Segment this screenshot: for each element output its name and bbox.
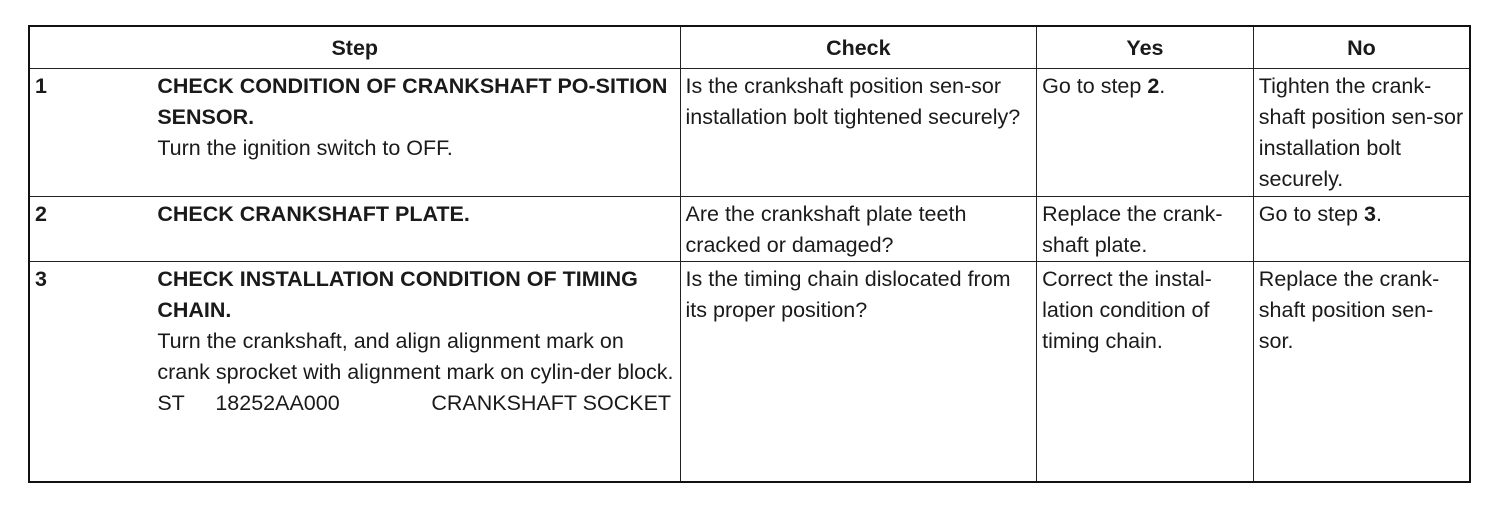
check-cell: Is the timing chain dislocated from its proper position? [680, 262, 1037, 482]
no-cell: Replace the crank-shaft position sen-sor. [1253, 262, 1470, 482]
special-tool-line [157, 388, 674, 419]
header-no: No [1253, 26, 1470, 69]
step-title: CHECK INSTALLATION CONDITION OF TIMING CHAIN. [157, 267, 638, 322]
tool-part-number: 18252AA000 [215, 391, 340, 415]
check-cell: Is the crankshaft position sen-sor installation bolt tightened securely? [680, 69, 1037, 197]
tool-code: ST [157, 391, 185, 415]
header-check: Check [680, 26, 1037, 69]
no-step-ref: 3 [1363, 202, 1376, 226]
step-cell [151, 69, 680, 197]
yes-step-ref: 2 [1147, 74, 1160, 98]
no-cell: Tighten the crank-shaft position sen-sor installation bolt securely. [1253, 69, 1470, 197]
table-row [29, 262, 1470, 482]
step-cell [151, 262, 680, 482]
no-text: Go to step [1258, 202, 1364, 226]
yes-suffix: . [1159, 74, 1166, 98]
tool-name: CRANKSHAFT SOCKET [431, 391, 672, 415]
yes-cell: Correct the instal-lation condition of timing chain. [1037, 262, 1254, 482]
step-cell [151, 197, 680, 262]
check-cell: Are the crankshaft plate teeth cracked or damaged? [680, 197, 1037, 262]
yes-text: Go to step [1042, 74, 1148, 98]
step-text: Turn the ignition switch to OFF. [157, 136, 453, 160]
step-number: 1 [29, 69, 151, 197]
header-step: Step [29, 26, 680, 69]
no-suffix: . [1375, 202, 1382, 226]
step-title: CHECK CONDITION OF CRANKSHAFT PO-SITION SENSOR. [157, 74, 668, 129]
header-yes: Yes [1037, 26, 1254, 69]
table-row [29, 197, 1470, 262]
step-number: 3 [29, 262, 151, 482]
diagnostic-table [28, 25, 1471, 483]
yes-cell: Replace the crank-shaft plate. [1037, 197, 1254, 262]
step-text: Turn the crankshaft, and align alignment mark on crank sprocket with alignment mark on cylin-der block. [157, 329, 674, 384]
step-number: 2 [29, 197, 151, 262]
step-title: CHECK CRANKSHAFT PLATE. [157, 202, 470, 226]
header-row [29, 26, 1470, 69]
yes-cell [1037, 69, 1254, 197]
no-cell [1253, 197, 1470, 262]
table-row [29, 69, 1470, 197]
